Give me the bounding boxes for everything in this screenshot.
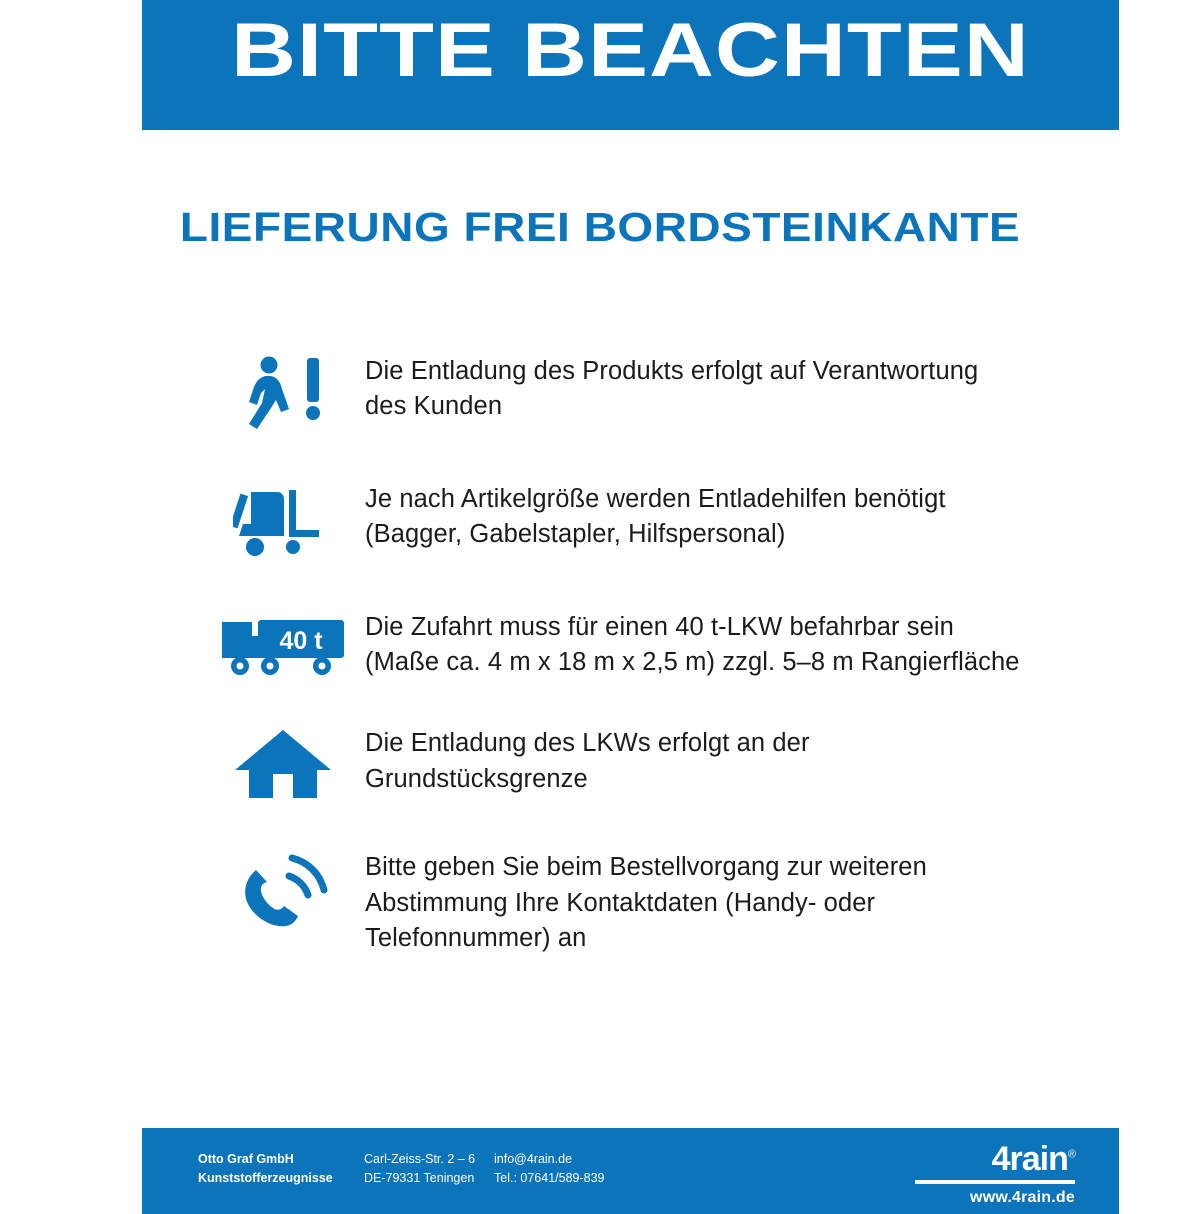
logo-registered-mark: ® [1067,1148,1075,1161]
logo-wordmark: 4rain [991,1140,1068,1178]
list-item-text: Die Entladung des LKWs erfolgt an der Grundstücksgrenze [365,729,810,793]
list-item-text: Die Entladung des Produkts erfolgt auf Verantwortung des Kunden [365,357,979,421]
logo-text [992,1142,1075,1176]
footer-address [364,1150,475,1188]
page-title: BITTE BEACHTEN [231,8,1030,93]
logo-url[interactable]: www.4rain.de [970,1189,1075,1206]
pedestrian-warning-icon [200,352,365,432]
list-item-text: Bitte geben Sie beim Bestellvorgang zur weiteren Abstimmung Ihre Kontaktdaten (Handy- oder Telefonnummer) an [365,853,927,952]
notice-list [200,352,1020,956]
footer-company [198,1150,333,1188]
footer-contact [494,1150,605,1188]
footer-address-line1: Carl-Zeiss-Str. 2 – 6 [364,1152,476,1166]
subtitle: LIEFERUNG FREI BORDSTEINKANTE [179,204,1021,250]
phone-icon [200,848,365,932]
footer-email[interactable]: info@4rain.de [494,1152,573,1166]
footer-company-name: Otto Graf GmbH [198,1152,294,1166]
brand-logo [915,1142,1075,1207]
list-item [200,848,1020,956]
truck-icon [200,608,365,678]
forklift-icon [200,480,365,560]
house-icon [200,724,365,800]
list-item [200,352,1020,432]
footer-phone: Tel.: 07641/589-839 [494,1170,605,1185]
list-item [200,480,1020,560]
logo-divider [915,1180,1075,1184]
footer-company-sub: Kunststofferzeugnisse [198,1170,333,1185]
footer-address-line2: DE-79331 Teningen [364,1170,475,1185]
truck-load-label: 40 t [278,627,323,655]
list-item [200,608,1020,680]
list-item-text: Die Zufahrt muss für einen 40 t-LKW befahrbar sein (Maße ca. 4 m x 18 m x 2,5 m) zzgl. 5–8 m Rangierfläche [365,613,1020,677]
footer-bar [142,1128,1119,1214]
header-banner [142,0,1119,130]
list-item [200,724,1020,800]
list-item-text: Je nach Artikelgröße werden Entladehilfen benötigt (Bagger, Gabelstapler, Hilfspersonal) [365,485,946,549]
